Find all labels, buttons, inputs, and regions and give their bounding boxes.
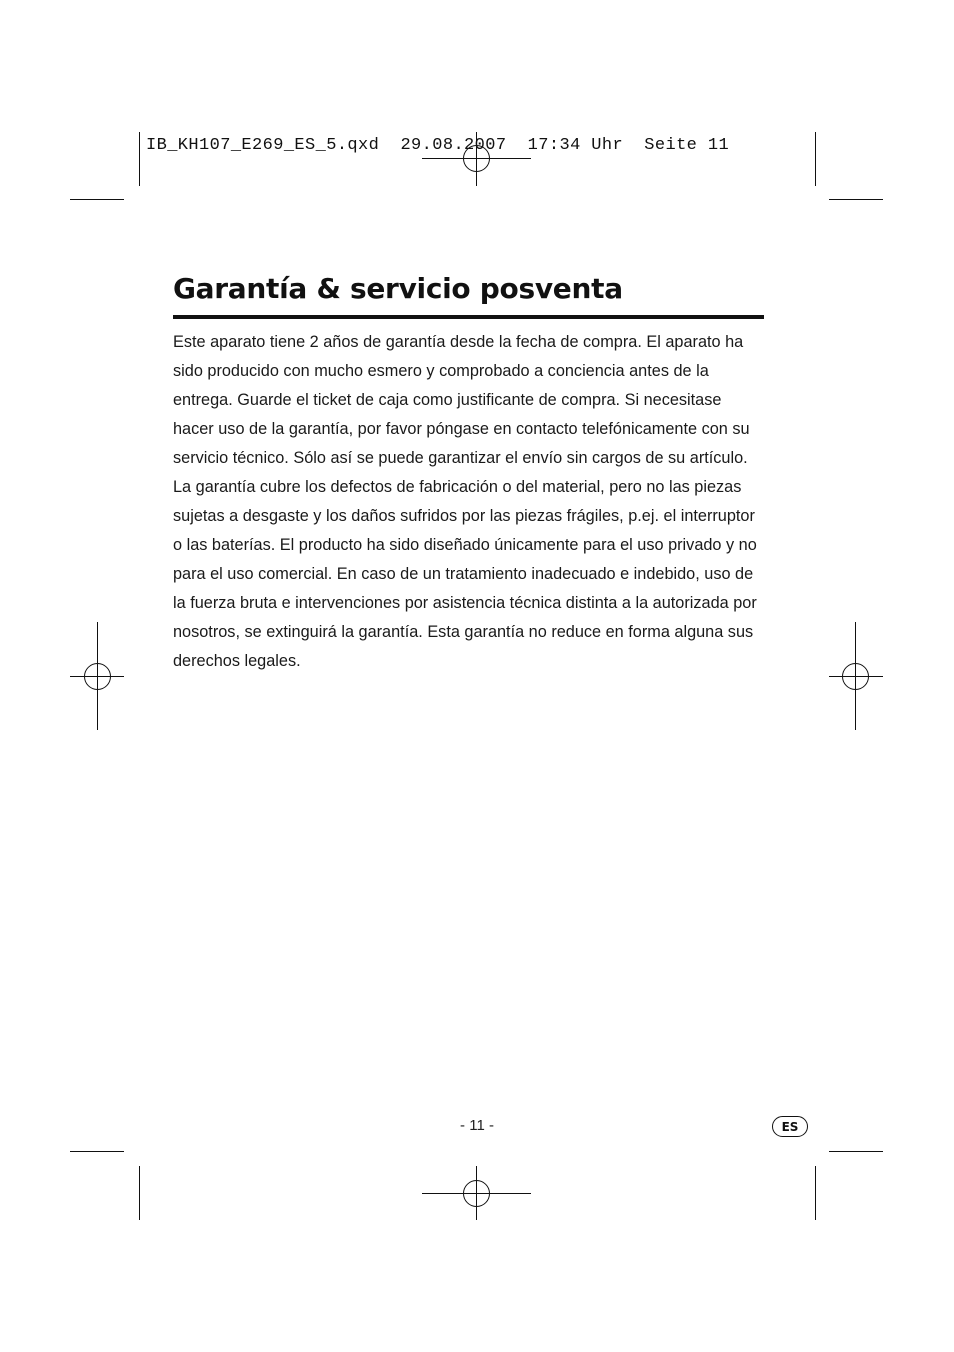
registration-mark-right — [829, 622, 883, 730]
paragraph-warranty-period: Este aparato tiene 2 años de garantía desde la fecha de compra. El aparato ha sido producido con mucho esmero y comprobado a conciencia antes de la entrega. Guarde el ticket de caja como justificante de compra. Si necesitase hacer uso de la garantía, por favor póngase en contacto telefónicamente con su servicio técnico. Sólo así se puede garantizar el envío sin cargos de su artículo. — [173, 333, 750, 467]
registration-mark-top — [422, 132, 531, 186]
title-underline-rule — [173, 315, 764, 319]
registration-mark-bottom — [422, 1166, 531, 1220]
page-number: - 11 - — [460, 1117, 494, 1134]
page-title: Garantía & servicio posventa — [173, 272, 623, 305]
paragraph-warranty-coverage: La garantía cubre los defectos de fabricación o del material, pero no las piezas sujetas a desgaste y los daños sufridos por las piezas frágiles, p.ej. el interruptor o las baterías. El producto ha sido diseñado únicamente para el uso privado y no para el uso comercial. En caso de un tratamiento inadecuado e indebido, uso de la fuerza bruta e intervenciones por asistencia técnica distinta a la autorizada por nosotros, se extinguirá la garantía. Esta garantía no reduce en forma alguna sus derechos legales. — [173, 478, 757, 670]
registration-mark-left — [70, 622, 124, 730]
language-badge: ES — [772, 1116, 808, 1137]
warranty-body-text — [173, 328, 765, 676]
print-slug-line: IB_KH107_E269_ES_5.qxd 29.08.2007 17:34 Uhr Seite 11 — [146, 136, 730, 155]
